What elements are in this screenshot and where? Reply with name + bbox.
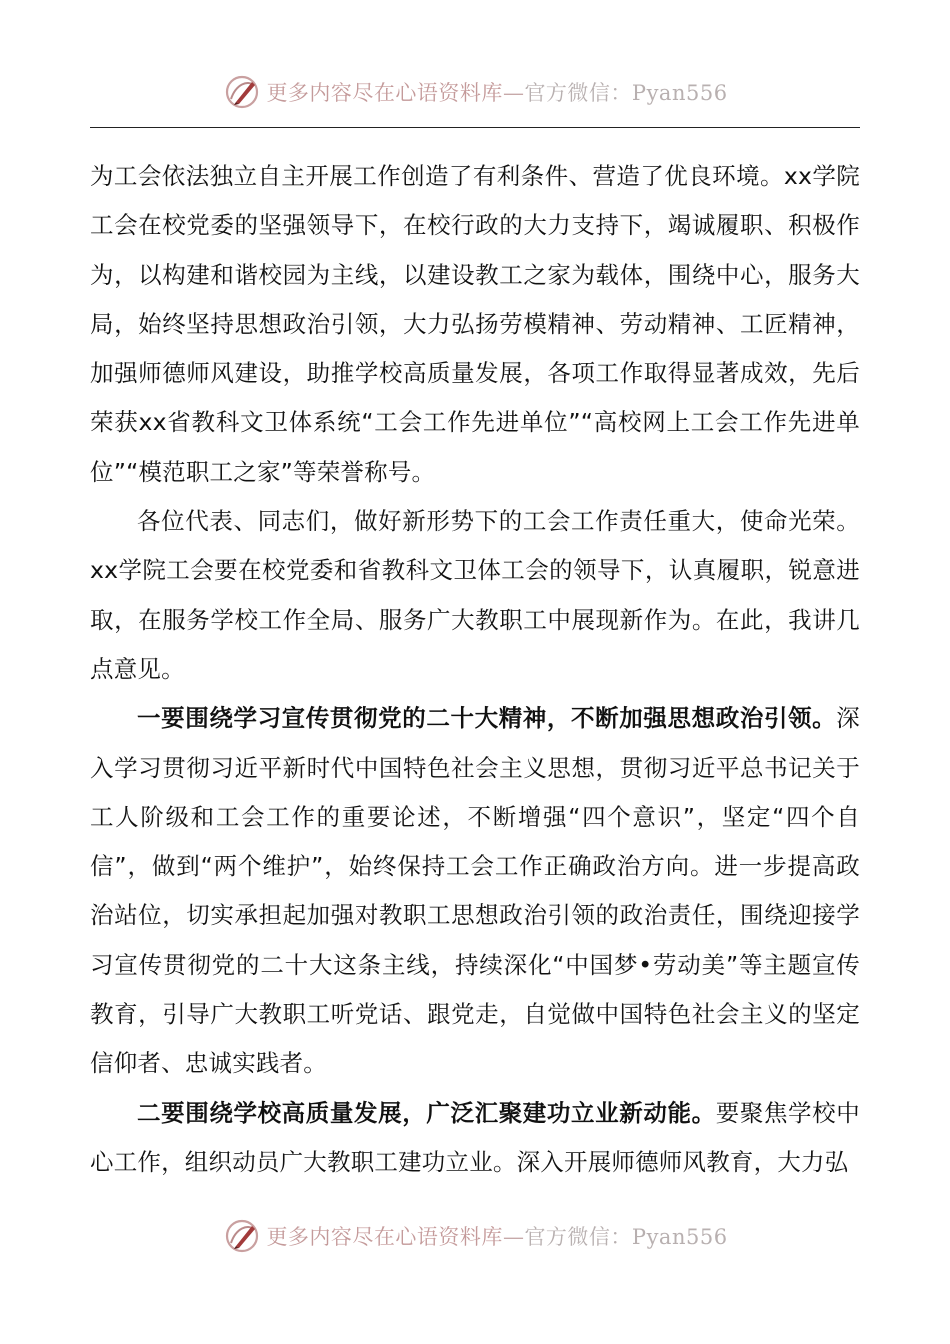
footer-watermark-text (266, 1221, 727, 1251)
header-divider (90, 127, 860, 128)
paragraph-3 (90, 694, 860, 1088)
header-site-name: 更多内容尽在心语资料库 (266, 81, 503, 105)
footer-wechat: 官方微信：Pyan556 (524, 1225, 728, 1249)
header-wechat: 官方微信：Pyan556 (524, 81, 728, 105)
pen-swirl-logo-icon (222, 72, 262, 112)
paragraph-4-heading: 二要围绕学校高质量发展，广泛汇聚建功立业新动能。 (137, 1098, 716, 1127)
paragraph-4 (90, 1089, 860, 1188)
footer-watermark (0, 1214, 950, 1258)
paragraph-4-text: 要聚焦学校中心工作，组织动员广大教职工建功立业。深入开展师德师风教育，大力弘 (90, 1098, 860, 1176)
paragraph-2: 各位代表、同志们，做好新形势下的工会工作责任重大，使命光荣。xx学院工会要在校党委和省教科文卫体工会的领导下，认真履职，锐意进取，在服务学校工作全局、服务广大教职工中展现新作为。在此，我讲几点意见。 (90, 507, 860, 683)
header-dash: — (502, 81, 525, 105)
header-watermark-text (266, 77, 727, 107)
paragraph-3-text: 深入学习贯彻习近平新时代中国特色社会主义思想，贯彻习近平总书记关于工人阶级和工会工作的重要论述，不断增强“四个意识”，坚定“四个自信”，做到“两个维护”，始终保持工会工作正确政治方向。进一步提高政治站位，切实承担起加强对教职工思想政治引领的政治责任，围绕迎接学习宣传贯彻党的二十大这条主线，持续深化“中国梦•劳动美”等主题宣传教育，引导广大教职工听党话、跟党走，自觉做中国特色社会主义的坚定信仰者、忠诚实践者。 (90, 704, 860, 1078)
header-watermark (0, 70, 950, 114)
pen-swirl-logo-icon (222, 1216, 262, 1256)
footer-site-name: 更多内容尽在心语资料库 (266, 1225, 503, 1249)
document-body (90, 152, 860, 1187)
paragraph-1: 为工会依法独立自主开展工作创造了有利条件、营造了优良环境。xx学院工会在校党委的坚强领导下，在校行政的大力支持下，竭诚履职、积极作为，以构建和谐校园为主线，以建设教工之家为载体，围绕中心，服务大局，始终坚持思想政治引领，大力弘扬劳模精神、劳动精神、工匠精神，加强师德师风建设，助推学校高质量发展，各项工作取得显著成效，先后荣获xx省教科文卫体系统“工会工作先进单位”“高校网上工会工作先进单位”“模范职工之家”等荣誉称号。 (90, 162, 860, 486)
footer-dash: — (502, 1225, 525, 1249)
paragraph-3-heading: 一要围绕学习宣传贯彻党的二十大精神，不断加强思想政治引领。 (137, 704, 837, 733)
